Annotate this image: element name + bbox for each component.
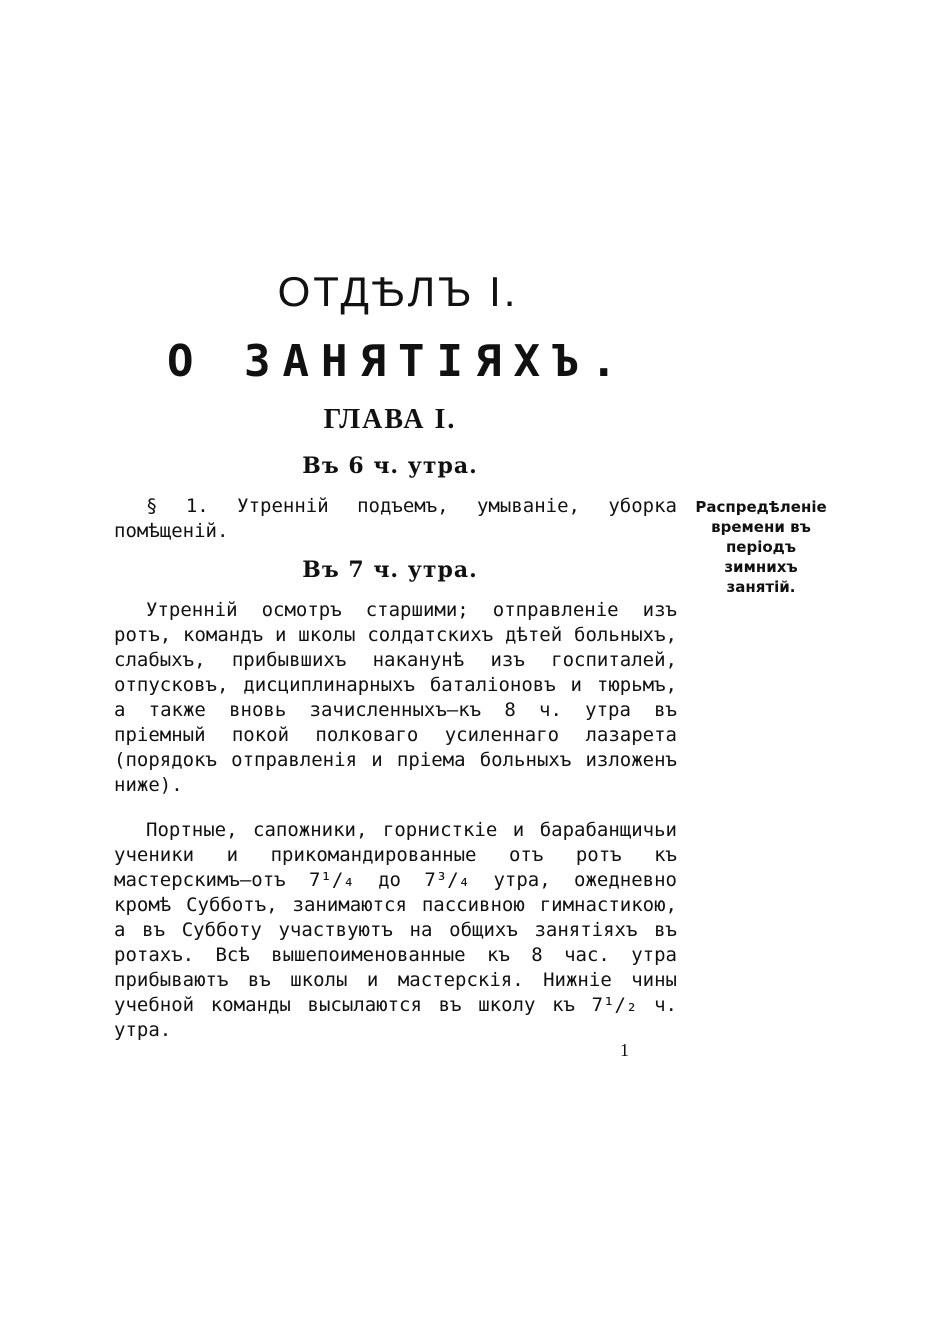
- paragraph-2: Утренній осмотръ старшими; отправленіе изъ ротъ, командъ и школы солдатскихъ дѣтей больныхъ, слабыхъ, прибывшихъ наканунѣ изъ госпиталей, отпусковъ, дисциплинарныхъ баталіоновъ и тюрьмъ, а также вновь зачисленныхъ—къ 8 ч. утра въ пріемный покой полковаго усиленнаго лазарета (порядокъ отправленія и пріема больныхъ изложенъ ниже).: [114, 599, 677, 796]
- paragraph-1: § 1. Утренній подъемъ, умываніе, уборка помѣщеній.: [114, 495, 677, 542]
- margin-note: Распредѣленіе времени въ періодъ зимнихъ занятій.: [695, 498, 827, 596]
- paragraph-3: Портные, сапожники, горнисткіе и барабанщичьи ученики и прикомандированные отъ ротъ къ мастерскимъ—отъ 7¹/₄ до 7³/₄ утра, ожедневно кромѣ Субботъ, занимаются пассивною гимнастикою, а въ Субботу участвуютъ на общихъ занятіяхъ въ ротахъ. Всѣ вышепоименованные къ 8 час. утра прибываютъ въ школы и мастерскія. Нижніе чины учебной команды высылаются въ школу къ 7¹/₂ ч. утра.: [114, 819, 677, 1041]
- time-heading-7am: Въ 7 ч. утра.: [302, 557, 478, 583]
- subject-title: О ЗАНЯТІЯХЪ.: [167, 336, 629, 387]
- page-number: 1: [620, 1040, 629, 1060]
- section-title: ОТДѢЛЪ I.: [277, 268, 519, 315]
- chapter-title: ГЛАВА I.: [323, 404, 457, 435]
- time-heading-6am: Въ 6 ч. утра.: [302, 453, 478, 479]
